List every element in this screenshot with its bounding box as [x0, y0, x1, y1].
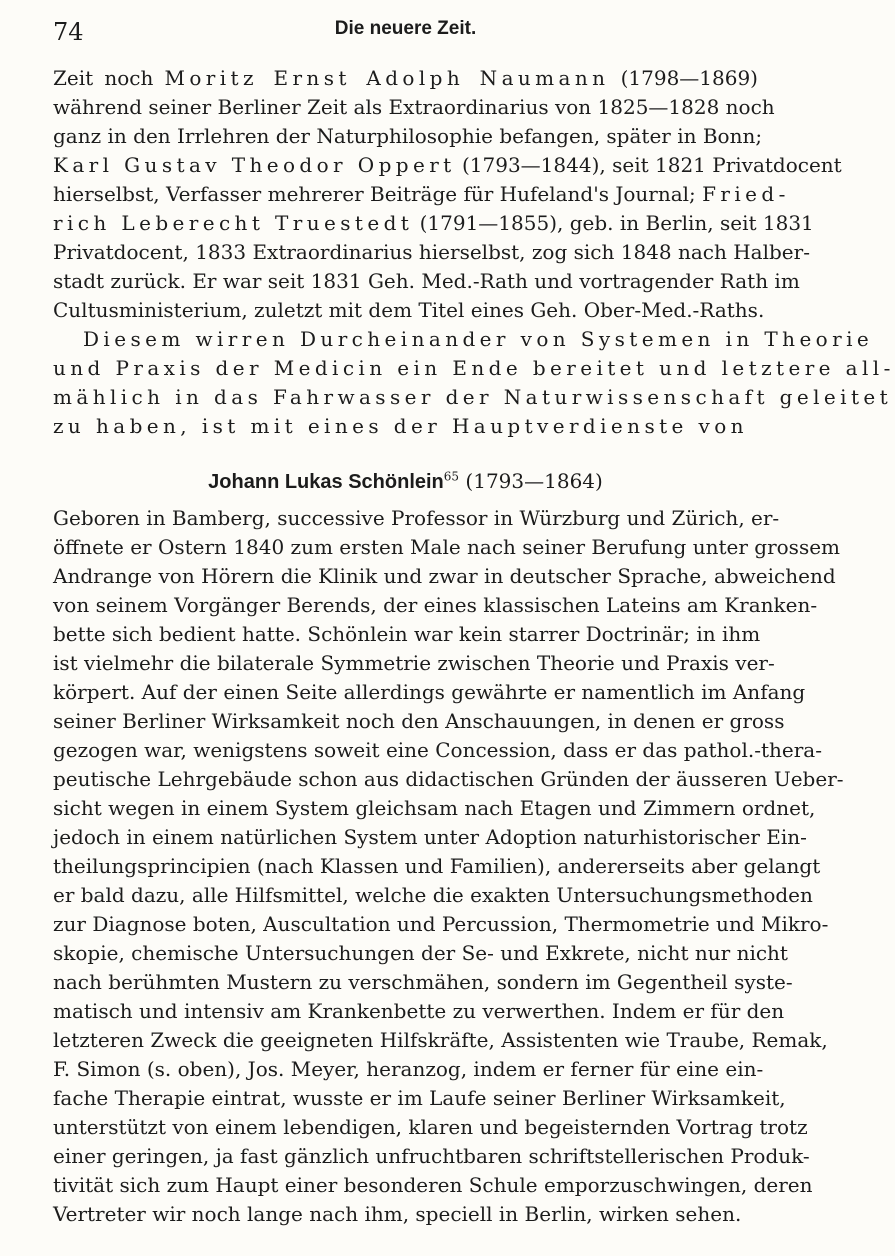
paragraph-transition — [53, 325, 895, 441]
text-line: gezogen war, wenigstens soweit eine Concession, dass er das pathol.-thera- — [53, 738, 822, 762]
text-line: er bald dazu, alle Hilfsmittel, welche die exakten Untersuchungsmethoden — [53, 883, 813, 907]
footnote-ref: 65 — [443, 469, 460, 484]
text-line: Cultusministerium, zuletzt mit dem Titel eines Geh. Ober-Med.-Raths. — [53, 298, 765, 322]
text-line: öffnete er Ostern 1840 zum ersten Male nach seiner Berufung unter grossem — [53, 535, 841, 559]
paragraph-naumann-oppert-truestedt — [53, 64, 842, 325]
text-line: rich Leberecht Truestedt (1791—1855), geb. in Berlin, seit 1831 — [53, 211, 814, 235]
text-line: körpert. Auf der einen Seite allerdings gewährte er namentlich im Anfang — [53, 680, 806, 704]
text-line: jedoch in einem natürlichen System unter Adoption naturhistorischer Ein- — [53, 825, 807, 849]
text-line: seiner Berliner Wirksamkeit noch den Anschauungen, in denen er gross — [53, 709, 785, 733]
heading-dates: (1793—1864) — [459, 469, 603, 493]
person-name-oppert: Karl Gustav Theodor Oppert — [53, 153, 456, 177]
text-line: ist vielmehr die bilaterale Symmetrie zwischen Theorie und Praxis ver- — [53, 651, 775, 675]
text-line: ganz in den Irrlehren der Naturphilosophie befangen, später in Bonn; — [53, 124, 763, 148]
section-heading-schoenlein — [53, 469, 758, 494]
spaced-text-line: mählich in das Fahrwasser der Naturwissenschaft geleitet — [53, 385, 893, 409]
spaced-text-line: zu haben, ist mit eines der Hauptverdienste von — [53, 414, 748, 438]
person-name-naumann: Moritz Ernst Adolph Naumann — [164, 66, 610, 90]
text-line: tivität sich zum Haupt einer besonderen Schule emporzuschwingen, deren — [53, 1173, 813, 1197]
text-line: einer geringen, ja fast gänzlich unfruchtbaren schriftstellerischen Produk- — [53, 1144, 810, 1168]
text-line: fache Therapie eintrat, wusste er im Laufe seiner Berliner Wirksamkeit, — [53, 1086, 786, 1110]
spaced-text-line: und Praxis der Medicin ein Ende bereitet und letztere all- — [53, 356, 895, 380]
text-line: von seinem Vorgänger Berends, der eines klassischen Lateins am Kranken- — [53, 593, 818, 617]
running-title: Die neuere Zeit. — [334, 18, 477, 39]
text-line: nach berühmten Mustern zu verschmähen, sondern im Gegentheil syste- — [53, 970, 793, 994]
text-line: letzteren Zweck die geeigneten Hilfskräfte, Assistenten wie Traube, Remak, — [53, 1028, 828, 1052]
person-name-truestedt-part2: rich Leberecht Truestedt — [53, 211, 414, 235]
text-line: Privatdocent, 1833 Extraordinarius hierselbst, zog sich 1848 nach Halber- — [53, 240, 810, 264]
person-name-truestedt-part1: Fried- — [702, 182, 790, 206]
spaced-text-line: Diesem wirren Durcheinander von Systemen in Theorie — [83, 327, 874, 351]
text-line: theilungsprincipien (nach Klassen und Familien), andererseits aber gelangt — [53, 854, 821, 878]
text-line: peutische Lehrgebäude schon aus didactischen Gründen der äusseren Ueber- — [53, 767, 844, 791]
text-line: matisch und intensiv am Krankenbette zu verwerthen. Indem er für den — [53, 999, 785, 1023]
page-number: 74 — [53, 18, 84, 46]
text-line: Andrange von Hörern die Klinik und zwar in deutscher Sprache, abweichend — [53, 564, 836, 588]
page-header — [53, 0, 758, 48]
text-line: während seiner Berliner Zeit als Extraordinarius von 1825—1828 noch — [53, 95, 775, 119]
paragraph-schoenlein-bio — [53, 504, 844, 1229]
text-line: sicht wegen in einem System gleichsam nach Etagen und Zimmern ordnet, — [53, 796, 816, 820]
text-line: Geboren in Bamberg, successive Professor in Würzburg und Zürich, er- — [53, 506, 780, 530]
text-line: F. Simon (s. oben), Jos. Meyer, heranzog, indem er ferner für eine ein- — [53, 1057, 764, 1081]
text-line: Zeit noch Moritz Ernst Adolph Naumann (1798—1869) — [53, 66, 758, 90]
text-line: Vertreter wir noch lange nach ihm, speciell in Berlin, wirken sehen. — [53, 1202, 742, 1226]
text-line: stadt zurück. Er war seit 1831 Geh. Med.-Rath und vortragender Rath im — [53, 269, 800, 293]
text-line: bette sich bedient hatte. Schönlein war kein starrer Doctrinär; in ihm — [53, 622, 761, 646]
text-line: unterstützt von einem lebendigen, klaren und begeisternden Vortrag trotz — [53, 1115, 808, 1139]
text-line: zur Diagnose boten, Auscultation und Percussion, Thermometrie und Mikro- — [53, 912, 829, 936]
text-line: Karl Gustav Theodor Oppert (1793—1844), seit 1821 Privatdocent — [53, 153, 842, 177]
text-line: hierselbst, Verfasser mehrerer Beiträge für Hufeland's Journal; Fried- — [53, 182, 790, 206]
text-line: skopie, chemische Untersuchungen der Se- und Exkrete, nicht nur nicht — [53, 941, 788, 965]
heading-name: Johann Lukas Schönlein — [208, 471, 444, 493]
